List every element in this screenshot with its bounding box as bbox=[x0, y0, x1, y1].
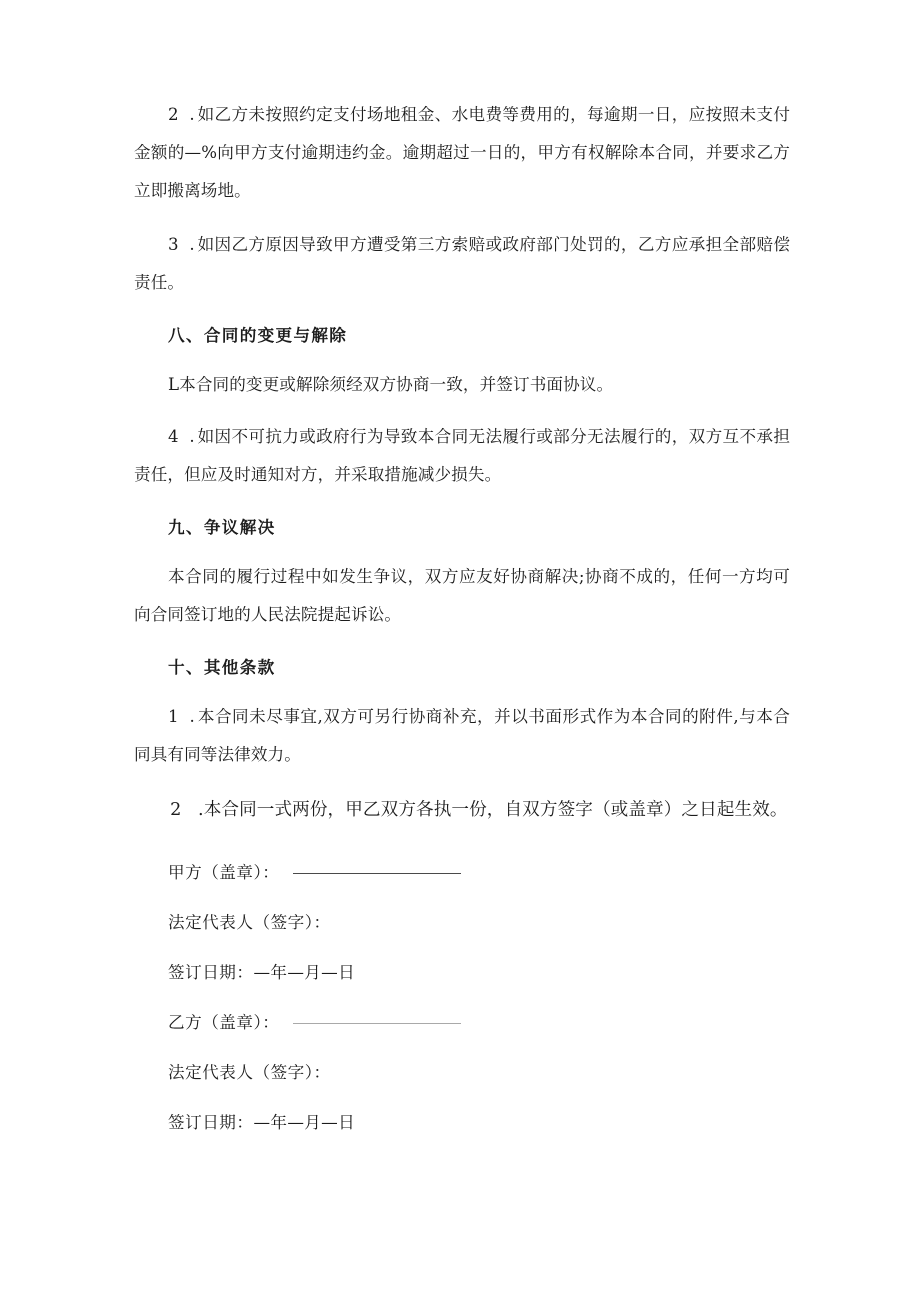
clause-other-1-number: 1 . bbox=[168, 707, 198, 726]
party-b-seal-label: 乙方（盖章）： bbox=[168, 1013, 280, 1032]
document-body bbox=[134, 96, 790, 1148]
party-a-seal-label: 甲方（盖章）： bbox=[168, 863, 280, 882]
clause-item-other-1 bbox=[134, 698, 790, 774]
party-b-representative-line bbox=[134, 1048, 790, 1098]
section-heading-eight: 八、合同的变更与解除 bbox=[168, 325, 348, 345]
clause-change-4-text: 如因不可抗力或政府行为导致本合同无法履行或部分无法履行的，双方互不承担责任，但应及时通知对方，并采取措施减少损失。 bbox=[134, 427, 791, 484]
party-b-seal-line bbox=[134, 998, 790, 1048]
party-a-date-value[interactable]: —年—月—日 bbox=[253, 963, 356, 982]
signature-block bbox=[134, 848, 790, 1148]
dispute-resolution-body: 本合同的履行过程中如发生争议，双方应友好协商解决;协商不成的，任何一方均可向合同签订地的人民法院提起诉讼。 bbox=[134, 567, 790, 624]
party-a-representative-label: 法定代表人（签字）： bbox=[168, 913, 331, 932]
clause-item-2 bbox=[134, 96, 790, 210]
party-a-date-label: 签订日期： bbox=[168, 963, 254, 982]
clause-other-1-text: 本合同未尽事宜,双方可另行协商补充，并以书面形式作为本合同的附件,与本合同具有同等法律效力。 bbox=[134, 707, 790, 764]
party-b-date-label: 签订日期： bbox=[168, 1113, 254, 1132]
clause-change-4-number: 4 . bbox=[168, 427, 198, 446]
party-b-date-line bbox=[134, 1098, 790, 1148]
party-a-representative-line bbox=[134, 898, 790, 948]
clause-item-other-2 bbox=[134, 790, 790, 830]
clause-3-text: 如因乙方原因导致甲方遭受第三方索赔或政府部门处罚的，乙方应承担全部赔偿责任。 bbox=[134, 235, 791, 292]
clause-change-1-number: L bbox=[168, 375, 180, 394]
party-a-seal-rule[interactable] bbox=[293, 873, 461, 874]
clause-change-1-text: 本合同的变更或解除须经双方协商一致，并签订书面协议。 bbox=[179, 375, 614, 394]
clause-item-change-4 bbox=[134, 418, 790, 494]
party-a-seal-line bbox=[134, 848, 790, 898]
section-heading-ten: 十、其他条款 bbox=[168, 657, 276, 677]
party-b-seal-rule[interactable] bbox=[293, 1023, 461, 1024]
party-b-representative-label: 法定代表人（签字）： bbox=[168, 1063, 331, 1082]
section-heading-nine: 九、争议解决 bbox=[168, 517, 276, 537]
clause-2-text: 如乙方未按照约定支付场地租金、水电费等费用的，每逾期一日，应按照未支付金额的—%向甲方支付逾期违约金。逾期超过一日的，甲方有权解除本合同，并要求乙方立即搬离场地。 bbox=[134, 105, 791, 200]
clause-2-number: 2 . bbox=[168, 105, 198, 124]
clause-3-number: 3 . bbox=[168, 235, 198, 254]
clause-item-change-1 bbox=[134, 366, 790, 404]
clause-other-2-number: 2 bbox=[170, 800, 198, 820]
party-b-date-value[interactable]: —年—月—日 bbox=[253, 1113, 356, 1132]
party-a-date-line bbox=[134, 948, 790, 998]
clause-other-2-text: .本合同一式两份，甲乙双方各执一份，自双方签字（或盖章）之日起生效。 bbox=[198, 800, 788, 820]
clause-item-3 bbox=[134, 226, 790, 302]
